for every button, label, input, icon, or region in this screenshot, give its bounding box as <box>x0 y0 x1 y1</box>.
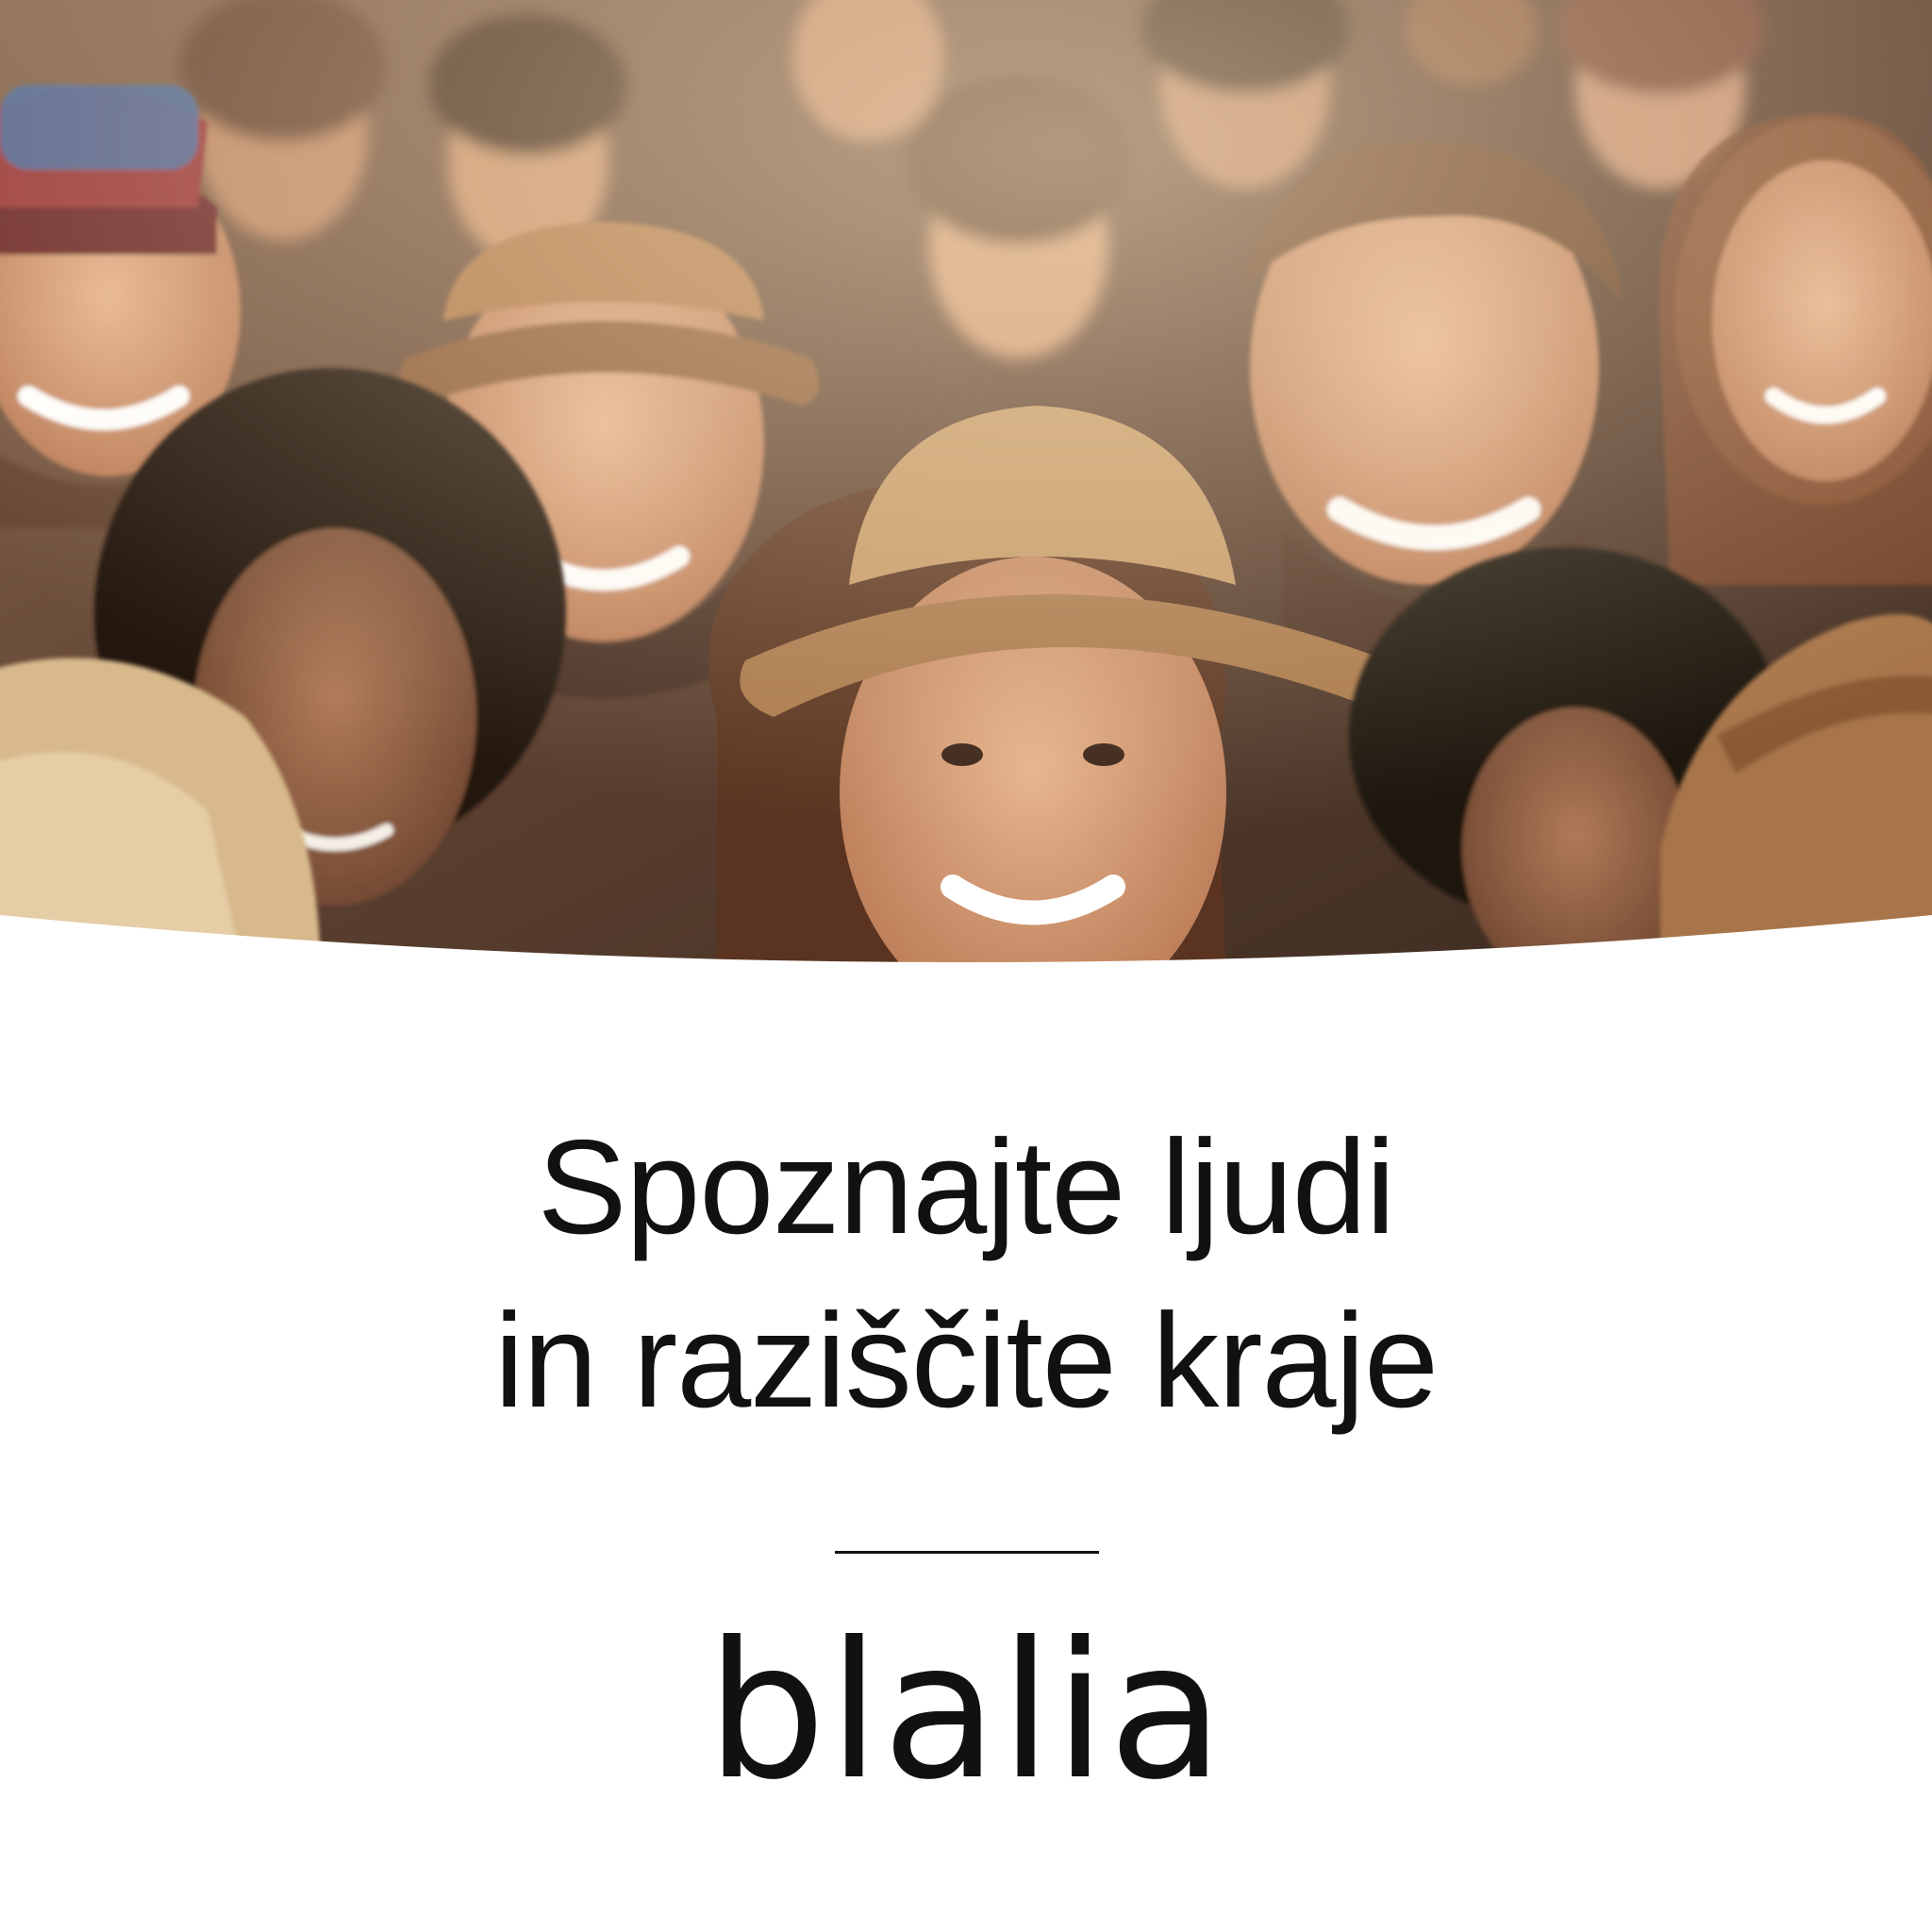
divider <box>835 1551 1099 1554</box>
brand-logo: blalia <box>706 1602 1226 1822</box>
headline-line-2: in raziščite kraje <box>494 1286 1438 1436</box>
headline-line-1: Spoznajte ljudi <box>537 1112 1395 1262</box>
